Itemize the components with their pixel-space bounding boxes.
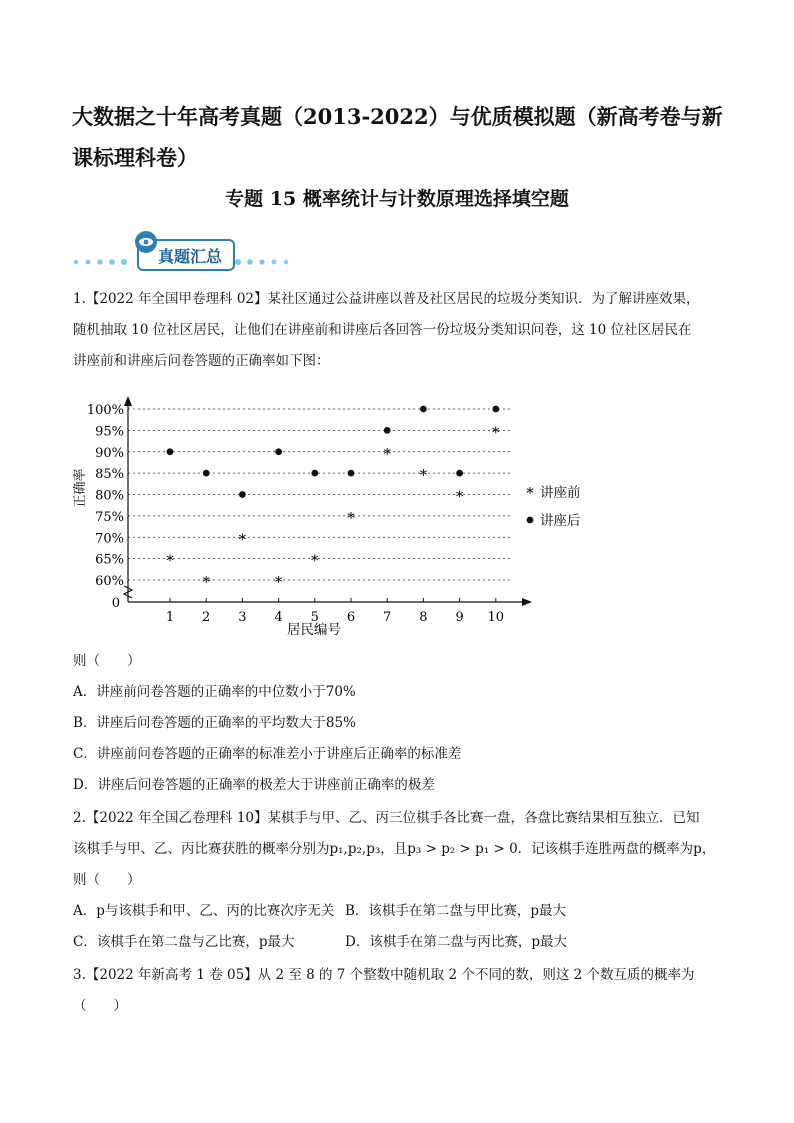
y-tick-label: 0 — [111, 596, 120, 611]
q1-line1: 1.【2022 年全国甲卷理科 02】某社区通过公益讲座以普及社区居民的垃圾分类知识．为了解讲座效果， — [73, 291, 700, 307]
x-axis-arrow — [522, 598, 532, 606]
x-tick-label: 3 — [238, 610, 247, 625]
legend-marker-before: * — [526, 484, 534, 502]
point-after-lecture — [311, 470, 318, 477]
y-tick-label: 70% — [95, 531, 124, 547]
y-tick-label: 80% — [95, 488, 124, 504]
x-tick-label: 8 — [419, 610, 428, 625]
section-subtitle: 专题 15 概率统计与计数原理选择填空题 — [225, 188, 569, 210]
y-tick-label: 60% — [95, 574, 124, 589]
point-before-lecture: * — [202, 573, 210, 591]
q1-option-a: A．讲座前问卷答题的正确率的中位数小于70% — [73, 684, 356, 700]
point-after-lecture — [384, 427, 391, 434]
q2-option-c: C．该棋手在第二盘与乙比赛，p最大 — [73, 934, 295, 950]
q2-option-d: D．该棋手在第二盘与丙比赛，p最大 — [345, 934, 567, 950]
point-before-lecture: * — [311, 551, 319, 570]
y-tick-label: 65% — [95, 552, 124, 568]
x-tick-label: 10 — [487, 610, 505, 625]
q1-line3: 讲座前和讲座后问卷答题的正确率如下图： — [73, 353, 330, 369]
q3-line2: （ ） — [73, 998, 127, 1014]
legend-marker-after — [527, 517, 534, 524]
q2-then: 则（ ） — [73, 872, 141, 888]
legend-label-after: 讲座后 — [540, 513, 581, 529]
y-tick-label: 100% — [86, 403, 124, 418]
q3-line1: 3.【2022 年新高考 1 卷 05】从 2 至 8 的 7 个整数中随机取 2 个不同的数，则这 2 个数互质的概率为 — [73, 967, 695, 983]
q1-line2: 随机抽取 10 位社区居民，让他们在讲座前和讲座后各回答一份垃圾分类知识问卷，这 10 位社区居民在 — [73, 322, 692, 338]
axis-break-mark — [124, 586, 132, 598]
x-tick-label: 7 — [383, 610, 392, 625]
point-after-lecture — [239, 491, 246, 498]
x-axis-title: 居民编号 — [287, 622, 341, 638]
point-before-lecture: * — [347, 508, 355, 527]
point-before-lecture: * — [166, 551, 174, 570]
q2-line1: 2.【2022 年全国乙卷理科 10】某棋手与甲、乙、丙三位棋手各比赛一盘，各盘比赛结果相互独立．已知 — [73, 810, 700, 826]
banner-label: 真题汇总 — [157, 247, 223, 266]
y-tick-label: 90% — [95, 445, 124, 461]
section-banner — [72, 232, 292, 272]
y-axis-title: 正确率 — [73, 468, 88, 508]
q1-option-b: B．讲座后问卷答题的正确率的平均数大于85% — [73, 715, 356, 731]
x-tick-label: 1 — [165, 610, 175, 625]
y-tick-label: 75% — [95, 509, 124, 525]
scatter-chart — [72, 392, 581, 640]
point-before-lecture: * — [419, 466, 428, 485]
point-before-lecture: * — [238, 530, 247, 549]
point-after-lecture — [456, 470, 463, 477]
y-tick-label: 95% — [95, 424, 124, 440]
point-after-lecture — [275, 448, 282, 455]
x-tick-label: 9 — [455, 610, 464, 625]
point-before-lecture: * — [274, 573, 283, 591]
point-after-lecture — [203, 470, 210, 477]
point-after-lecture — [420, 406, 427, 413]
y-axis-arrow — [124, 396, 132, 406]
q2-option-b: B．该棋手在第二盘与甲比赛，p最大 — [345, 903, 567, 919]
point-before-lecture: * — [492, 423, 500, 442]
y-tick-label: 85% — [95, 467, 124, 483]
point-before-lecture: * — [383, 444, 391, 463]
legend-label-before: 讲座前 — [540, 485, 581, 501]
q2-line2: 该棋手与甲、乙、丙比赛获胜的概率分别为p₁,p₂,p₃，且p₃ > p₂ > p₁ > 0．记该棋手连胜两盘的概率为p， — [73, 841, 716, 857]
x-tick-label: 5 — [310, 610, 319, 625]
q1-option-c: C．讲座前问卷答题的正确率的标准差小于讲座后正确率的标准差 — [73, 746, 462, 762]
q2-option-a: A．p与该棋手和甲、乙、丙的比赛次序无关 — [73, 903, 335, 919]
x-tick-label: 4 — [274, 610, 283, 625]
point-after-lecture — [492, 406, 499, 413]
point-before-lecture: * — [455, 487, 464, 506]
q1-then: 则（ ） — [73, 653, 141, 669]
point-after-lecture — [167, 448, 174, 455]
x-tick-label: 2 — [202, 610, 211, 625]
x-tick-label: 6 — [346, 610, 356, 625]
q1-option-d: D．讲座后问卷答题的正确率的极差大于讲座前正确率的极差 — [73, 777, 435, 793]
page-title: 大数据之十年高考真题（2013-2022）与优质模拟题（新高考卷与新课标理科卷） — [72, 104, 723, 170]
point-after-lecture — [348, 470, 355, 477]
